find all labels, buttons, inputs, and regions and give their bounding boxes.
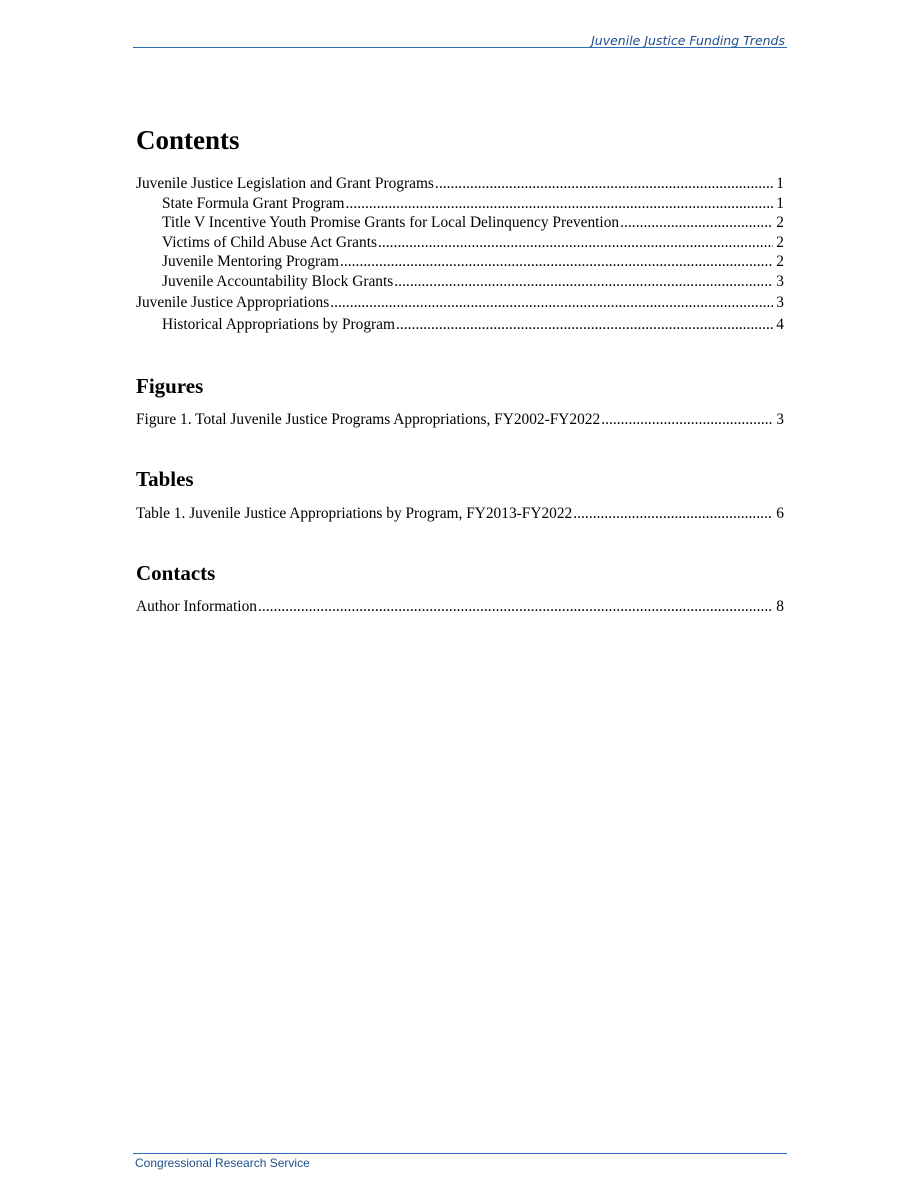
toc-entry-page: 2 [776, 253, 784, 270]
figures-list [136, 410, 784, 430]
dot-leader [573, 504, 773, 524]
contacts-list [136, 597, 784, 617]
toc-entry-page: 8 [776, 598, 784, 615]
dot-leader [435, 174, 773, 194]
dot-leader [620, 213, 773, 233]
toc-entry-page: 1 [776, 175, 784, 192]
contents-heading: Contents [136, 125, 240, 155]
dot-leader [330, 293, 773, 313]
toc-entry-page: 6 [776, 505, 784, 522]
toc-entry-page: 2 [776, 214, 784, 231]
running-footer: Congressional Research Service [135, 1156, 310, 1170]
dot-leader [258, 597, 773, 617]
toc-entry-title: Title V Incentive Youth Promise Grants for Local Delinquency Prevention [162, 214, 620, 231]
toc-entry-title: Juvenile Justice Appropriations [136, 294, 330, 311]
toc-entry-title: State Formula Grant Program [162, 194, 345, 212]
dot-leader [346, 194, 774, 214]
toc-entry-page: 3 [776, 272, 784, 290]
toc-entry-title: Victims of Child Abuse Act Grants [162, 233, 377, 251]
toc-entry[interactable] [136, 504, 784, 524]
toc-entry[interactable] [136, 213, 784, 233]
contacts-heading: Contacts [136, 561, 216, 585]
toc-entry-title: Figure 1. Total Juvenile Justice Programs Appropriations, FY2002-FY2022 [136, 411, 601, 428]
running-header: Juvenile Justice Funding Trends [591, 33, 785, 48]
tables-list [136, 504, 784, 524]
dot-leader [340, 252, 773, 272]
dot-leader [601, 410, 773, 430]
toc-entry[interactable] [136, 233, 784, 253]
toc-entry-title: Juvenile Justice Legislation and Grant Programs [136, 175, 434, 192]
toc-entry[interactable] [136, 293, 784, 313]
toc-entry[interactable] [136, 252, 784, 272]
toc-entry-title: Juvenile Accountability Block Grants [162, 272, 394, 290]
toc-entry-page: 2 [776, 233, 784, 251]
toc-entry-title: Table 1. Juvenile Justice Appropriations by Program, FY2013-FY2022 [136, 505, 573, 522]
header-rule [133, 47, 787, 48]
toc-entry[interactable] [136, 315, 784, 335]
dot-leader [378, 233, 773, 253]
toc-entry-title: Juvenile Mentoring Program [162, 253, 339, 270]
toc-entry-page: 3 [776, 411, 784, 428]
figures-heading: Figures [136, 374, 204, 398]
toc-entry[interactable] [136, 174, 784, 194]
contents-list [136, 174, 784, 334]
tables-heading: Tables [136, 467, 194, 491]
toc-entry[interactable] [136, 597, 784, 617]
toc-entry-title: Historical Appropriations by Program [162, 315, 395, 333]
toc-entry-title: Author Information [136, 598, 257, 615]
toc-entry[interactable] [136, 272, 784, 292]
footer-rule [133, 1153, 787, 1154]
toc-entry-page: 4 [776, 315, 784, 333]
toc-entry[interactable] [136, 410, 784, 430]
dot-leader [394, 272, 773, 292]
toc-entry-page: 3 [776, 294, 784, 311]
toc-entry-page: 1 [776, 194, 784, 212]
dot-leader [396, 315, 773, 335]
toc-entry[interactable] [136, 194, 784, 214]
